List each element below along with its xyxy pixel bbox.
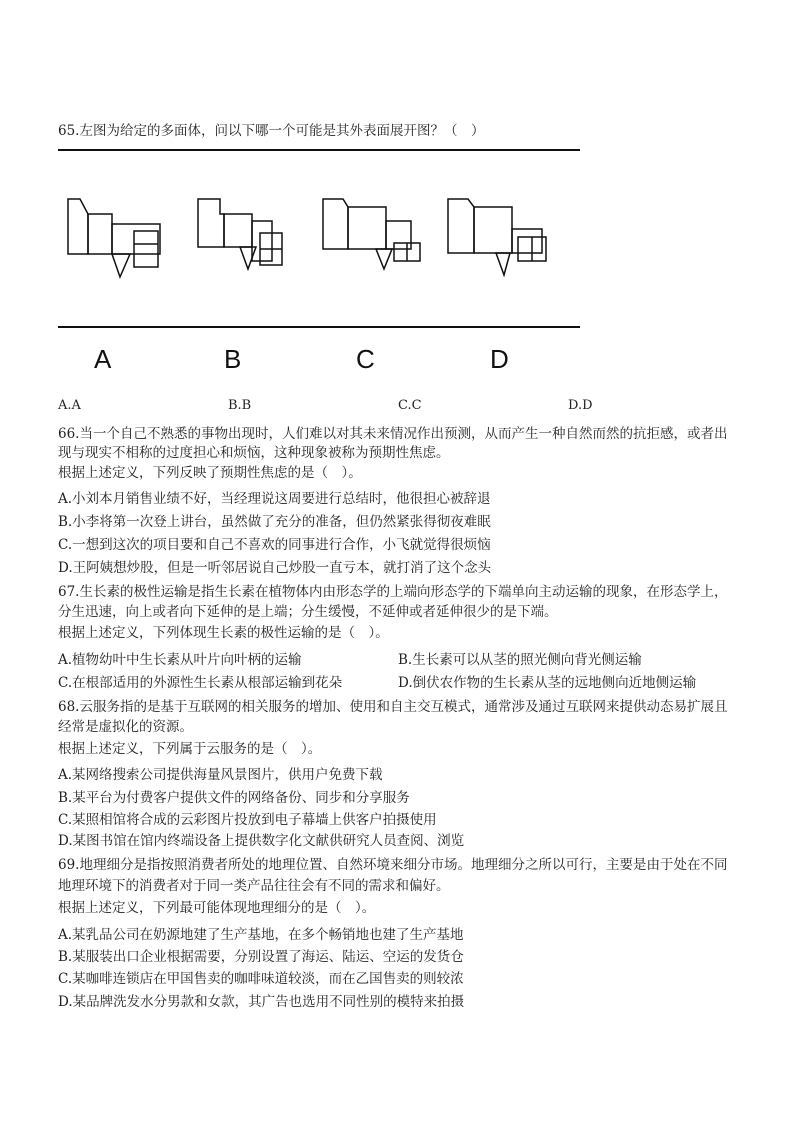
q65-option-d: D.D <box>568 398 593 413</box>
net-option-b <box>198 199 282 269</box>
q67-option-d: D.倒伏农作物的生长素从茎的远地侧向近地侧运输 <box>398 675 697 691</box>
net-option-c <box>323 199 420 269</box>
q67-option-c: C.在根部适用的外源性生长素从根部运输到花朵 <box>58 675 343 691</box>
net-option-a <box>68 199 160 277</box>
q66-question: 根据上述定义，下列反映了预期性焦虑的是（ ）。 <box>58 465 362 481</box>
q65-figure <box>58 149 580 329</box>
q68-option-d: D.某图书馆在馆内终端设备上提供数字化文献供研究人员查阅、浏览 <box>58 833 465 849</box>
q67-stem-line-2: 分生迅速，向上或者向下延伸的是上端；分生缓慢，不延伸或者延伸很少的是下端。 <box>58 604 558 620</box>
q69-stem-line-1: 69.地理细分是指按照消费者所处的地理位置、自然环境来细分市场。地理细分之所以可行，主要是由于处在不同 <box>58 857 728 873</box>
q67-question: 根据上述定义，下列体现生长素的极性运输的是（ ）。 <box>58 625 389 641</box>
q68-question: 根据上述定义，下列属于云服务的是（ ）。 <box>58 741 322 757</box>
q68-stem-line-1: 68.云服务指的是基于互联网的相关服务的增加、使用和自主交互模式，通常涉及通过互联网来提供动态易扩展且 <box>58 699 728 715</box>
q68-stem-line-2: 经常是虚拟化的资源。 <box>58 719 193 735</box>
figure-label-d: D <box>490 344 509 374</box>
q65-option-a: A.A <box>58 398 81 413</box>
q66-option-d: D.王阿姨想炒股，但是一听邻居说自己炒股一直亏本，就打消了这个念头 <box>58 560 492 576</box>
q67-stem-line-1: 67.生长素的极性运输是指生长素在植物体内由形态学的上端向形态学的下端单向主动运输的现象，在形态学上， <box>58 584 728 600</box>
q68-option-a: A.某网络搜索公司提供海量风景图片，供用户免费下载 <box>58 767 383 783</box>
q66-stem-line-1: 66.当一个自己不熟悉的事物出现时，人们难以对其未来情况作出预测，从而产生一种自然而然的抗拒感，或者出 <box>58 426 728 442</box>
figure-label-b: B <box>224 344 242 374</box>
q68-option-c: C.某照相馆将合成的云彩图片投放到电子幕墙上供客户拍摄使用 <box>58 812 437 828</box>
figure-label-c: C <box>356 344 375 374</box>
q66-stem-line-2: 现与现实不相称的过度担心和烦恼，这种现象被称为预期性焦虑。 <box>58 445 450 461</box>
net-option-d <box>448 199 546 275</box>
q69-option-d: D.某品牌洗发水分男款和女款，其广告也选用不同性别的模特来拍摄 <box>58 994 465 1010</box>
q66-option-a: A.小刘本月销售业绩不好，当经理说这周要进行总结时，他很担心被辞退 <box>58 491 491 507</box>
q69-question: 根据上述定义，下列最可能体现地理细分的是（ ）。 <box>58 900 376 916</box>
q69-option-b: B.某服装出口企业根据需要，分别设置了海运、陆运、空运的发货仓 <box>58 949 464 965</box>
q65-option-c: C.C <box>398 398 422 413</box>
q65-stem: 65.左图为给定的多面体，问以下哪一个可能是其外表面展开图？（ ） <box>58 123 485 139</box>
figure-label-a: A <box>94 344 112 374</box>
q68-option-b: B.某平台为付费客户提供文件的网络备份、同步和分享服务 <box>58 790 410 806</box>
q67-option-b: B.生长素可以从茎的照光侧向背光侧运输 <box>398 652 642 668</box>
q65-option-b: B.B <box>228 398 252 413</box>
q69-stem-line-2: 地理环境下的消费者对于同一类产品往往会有不同的需求和偏好。 <box>58 878 450 894</box>
q69-option-a: A.某乳品公司在奶源地建了生产基地，在多个畅销地也建了生产基地 <box>58 927 464 943</box>
q69-option-c: C.某咖啡连锁店在甲国售卖的咖啡味道较淡，而在乙国售卖的则较浓 <box>58 971 464 987</box>
q67-option-a: A.植物幼叶中生长素从叶片向叶柄的运输 <box>58 652 302 668</box>
q66-option-b: B.小李将第一次登上讲台，虽然做了充分的准备，但仍然紧张得彻夜难眠 <box>58 514 491 530</box>
q66-option-c: C.一想到这次的项目要和自己不喜欢的同事进行合作，小飞就觉得很烦恼 <box>58 537 491 553</box>
